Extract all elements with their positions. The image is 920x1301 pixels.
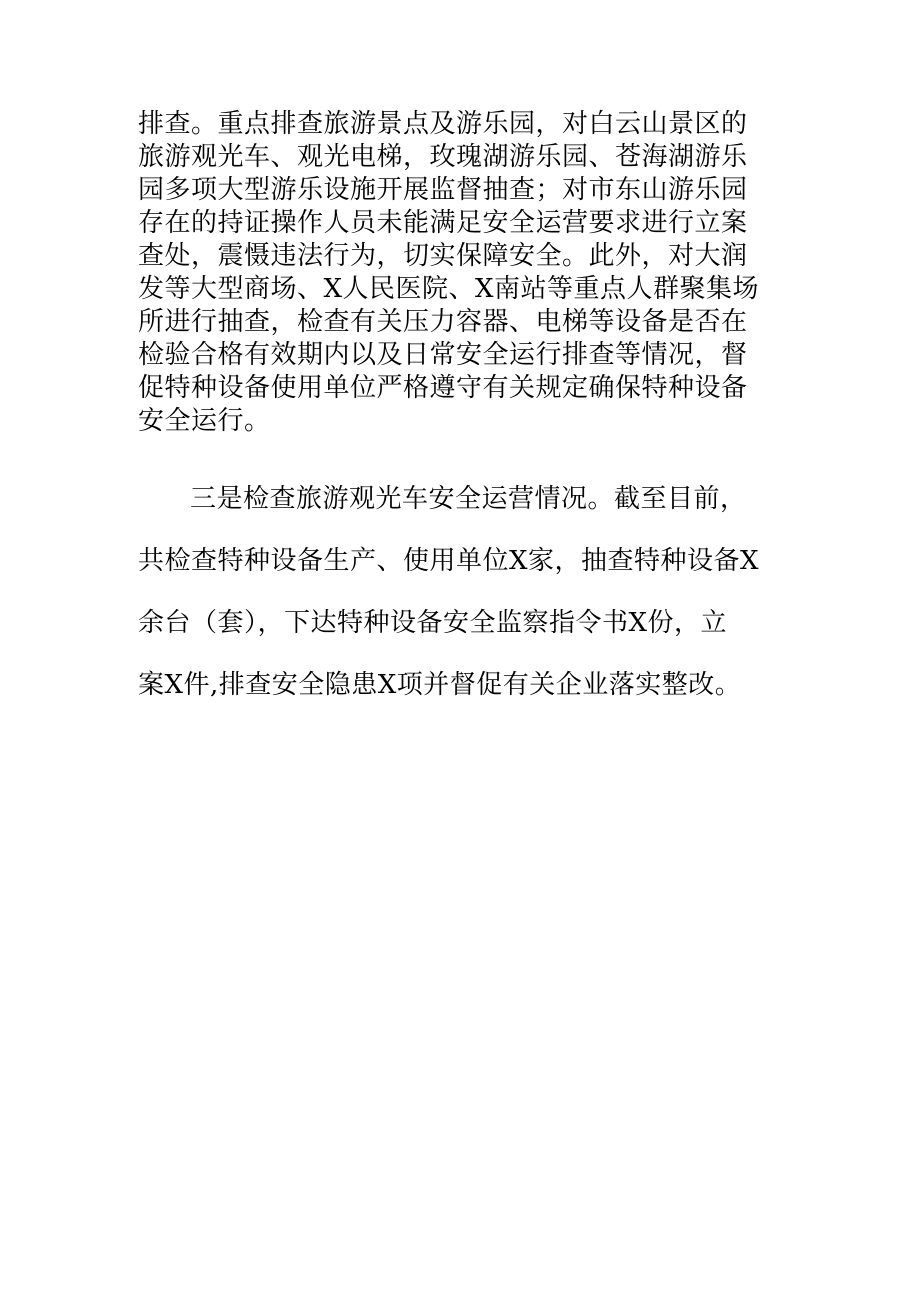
text-line: 查处，震慑违法行为，切实保障安全。此外，对大润 <box>138 241 748 271</box>
text-line: 发等大型商场、X人民医院、X南站等重点人群聚集场 <box>138 274 760 304</box>
text-line: 安全运行。 <box>138 406 271 436</box>
text-line: 余台（套），下达特种设备安全监察指令书X份，立 <box>138 608 728 638</box>
text-line: 共检查特种设备生产、使用单位X家，抽查特种设备X <box>138 546 760 576</box>
paragraph-inspection-summary <box>138 482 828 730</box>
text-line: 案X件,排查安全隐患X项并督促有关企业落实整改。 <box>138 670 742 700</box>
text-line: 所进行抽查，检查有关压力容器、电梯等设备是否在 <box>138 307 748 337</box>
paragraph-inspection-details <box>138 108 828 438</box>
text-line: 三是检查旅游观光车安全运营情况。截至目前， <box>190 484 747 514</box>
text-line: 促特种设备使用单位严格遵守有关规定确保特种设备 <box>138 373 748 403</box>
text-line: 旅游观光车、观光电梯，玫瑰湖游乐园、苍海湖游乐 <box>138 142 748 172</box>
text-line: 排查。重点排查旅游景点及游乐园，对白云山景区的 <box>138 109 748 139</box>
text-line: 存在的持证操作人员未能满足安全运营要求进行立案 <box>138 208 748 238</box>
text-line: 园多项大型游乐设施开展监督抽查；对市东山游乐园 <box>138 175 748 205</box>
text-line: 检验合格有效期内以及日常安全运行排查等情况，督 <box>138 340 748 370</box>
